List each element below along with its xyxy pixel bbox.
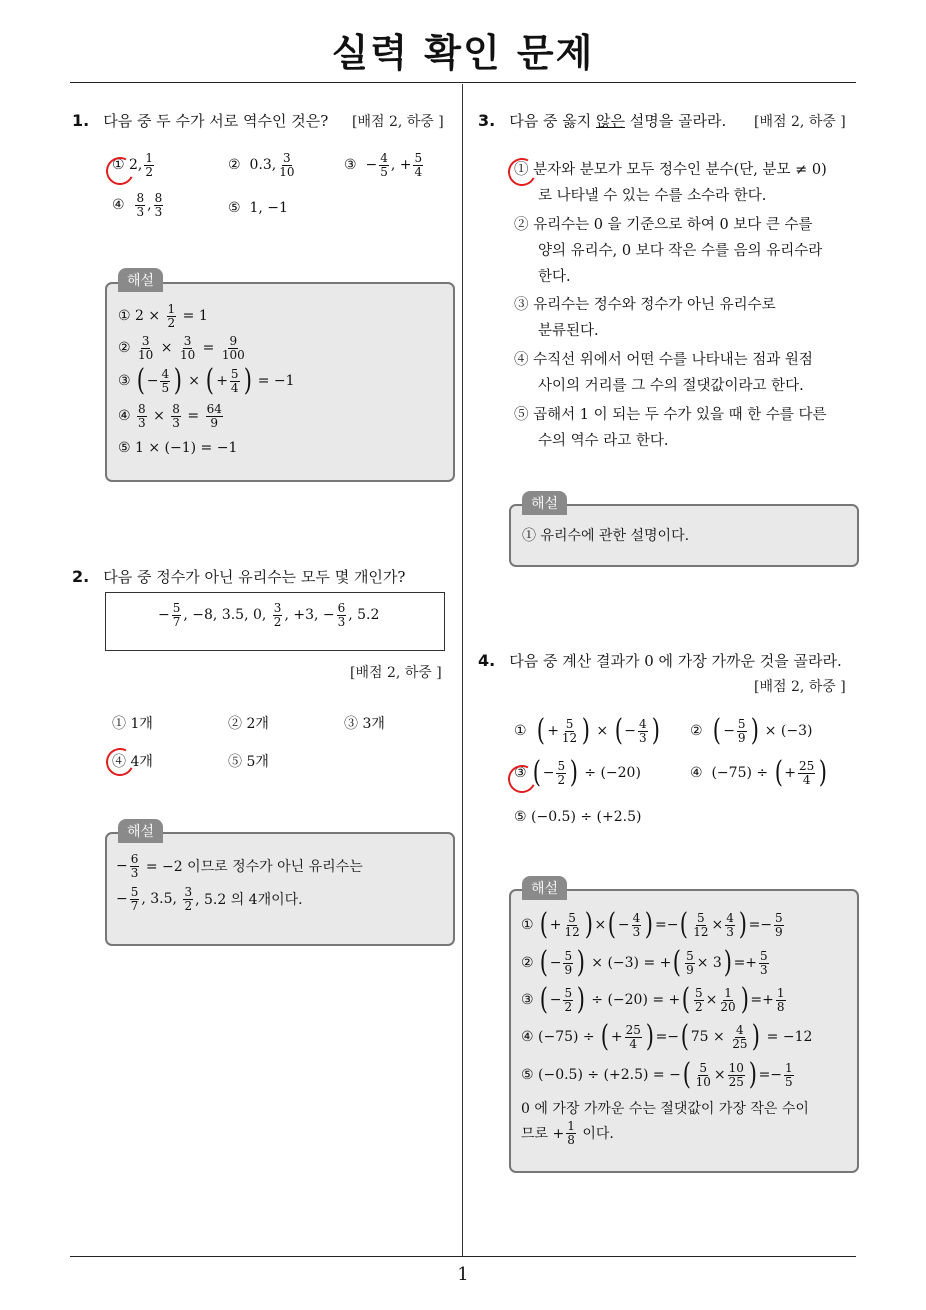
column-divider — [462, 84, 463, 1256]
q3-text-underlined: 않은 — [595, 112, 625, 130]
q4-explain-line-6: 0 에 가장 가까운 수는 절댓값이 가장 작은 수이 — [521, 1101, 809, 1117]
q1-option-5[interactable] — [228, 200, 288, 216]
option-text: (−75) ÷ — [711, 765, 769, 781]
q2-option-3[interactable]: ③ 3개 — [344, 716, 385, 732]
option-text: − — [365, 157, 378, 174]
fraction: $\frac{5}{3}$ — [760, 948, 768, 977]
fraction: $\frac{4}{5}$ — [380, 151, 388, 179]
option-line: 로 나타낼 수 있는 수를 소수라 한다. — [538, 188, 767, 204]
option-line: ⑤ 곱해서 1 이 되는 두 수가 있을 때 한 수를 다른 — [514, 407, 827, 423]
q4-option-1[interactable]: ① ( + $\frac{5}{12}$ ) × ( − $\frac{4}{3}$ ) — [514, 713, 660, 748]
fraction: $\frac{25}{4}$ — [799, 758, 815, 787]
option-line: 수의 역수 라고 한다. — [538, 433, 669, 449]
q4-explain-line-7: 므로 + $\frac{1}{8}$ 이다. — [521, 1119, 614, 1147]
option-mark: ② — [690, 723, 703, 739]
q3-option-3[interactable] — [514, 292, 776, 344]
fraction: $\frac{6}{3}$ — [130, 852, 139, 880]
q3-option-4[interactable] — [514, 347, 813, 399]
option-text: 0.3, — [249, 157, 277, 174]
q4-text: 다음 중 계산 결과가 0 에 가장 가까운 것을 골라라. — [509, 652, 842, 670]
fraction: $\frac{4}{5}$ — [161, 366, 170, 395]
fraction: $\frac{3}{10}$ — [279, 151, 295, 179]
option-line: ② 유리수는 0 을 기준으로 하여 0 보다 큰 수를 — [514, 217, 813, 233]
fraction: $\frac{4}{3}$ — [639, 716, 647, 745]
q2-text: 다음 중 정수가 아닌 유리수는 모두 몇 개인가? — [103, 568, 406, 586]
q1-explain-line-1: ① 2 × $\frac{1}{2}$ = 1 — [118, 302, 208, 330]
fraction: $\frac{5}{12}$ — [561, 716, 578, 745]
q3-number: 3. — [478, 111, 496, 130]
option-line: 한다. — [538, 269, 571, 285]
q4-score: [배점 2, 하중 ] — [754, 679, 846, 695]
fraction: $\frac{5}{4}$ — [414, 151, 423, 179]
option-text: 2, — [129, 157, 143, 174]
option-line: 분류된다. — [538, 323, 599, 339]
q1-number: 1. — [72, 111, 90, 130]
fraction: $\frac{1}{8}$ — [776, 985, 785, 1014]
fraction: $\frac{8}{3}$ — [136, 191, 145, 219]
fraction: $\frac{5}{2}$ — [557, 758, 566, 787]
q4-explain-line-3: ③ ( − $\frac{5}{2}$ ) ÷ (−20) = + ( $\frac{5}{2}$ × $\frac{1}{20}$ ) =+ $\frac{1}{8}$ — [521, 982, 785, 1017]
q3-score: [배점 2, 하중 ] — [754, 114, 846, 130]
fraction: $\frac{4}{25}$ — [732, 1022, 748, 1051]
fraction: $\frac{5}{4}$ — [230, 366, 239, 395]
fraction: $\frac{1}{5}$ — [785, 1060, 793, 1089]
q1-explain-line-5: ⑤ 1 × (−1) = −1 — [118, 440, 238, 456]
q4-explain-line-2: ② ( − $\frac{5}{9}$ ) × (−3) = + ( $\frac{5}{9}$ × 3 ) =+ $\frac{5}{3}$ — [521, 945, 768, 980]
fraction: $\frac{64}{9}$ — [206, 402, 222, 430]
option-mark: ③ — [514, 765, 527, 781]
fraction: $\frac{8}{3}$ — [154, 191, 163, 219]
page-title: 실력 확인 문제 — [331, 31, 595, 75]
option-text: , — [147, 197, 152, 214]
q4-explain-line-5: ⑤ (−0.5) ÷ (+2.5) = − ( $\frac{5}{10}$ × $\frac{10}{25}$ ) =− $\frac{1}{5}$ — [521, 1057, 793, 1092]
fraction: $\frac{5}{7}$ — [172, 601, 181, 629]
q3-option-5[interactable] — [514, 402, 827, 454]
q4-option-2[interactable]: ② ( − $\frac{5}{9}$ ) × (−3) — [690, 713, 813, 748]
option-mark: ① — [514, 723, 527, 739]
fraction: $\frac{5}{12}$ — [564, 910, 580, 939]
q3-text-b: 설명을 골라라. — [624, 112, 727, 130]
q4-option-3[interactable]: ③ ( − $\frac{5}{2}$ ) ÷ (−20) — [514, 755, 641, 790]
q2-option-1[interactable]: ① 1개 — [112, 716, 153, 732]
fraction: $\frac{1}{20}$ — [720, 985, 736, 1014]
q3-option-2[interactable] — [514, 212, 822, 290]
option-text: × (−3) — [764, 723, 813, 739]
fraction: $\frac{1}{8}$ — [567, 1119, 575, 1147]
fraction: $\frac{3}{2}$ — [273, 601, 282, 629]
bottom-rule — [70, 1256, 856, 1257]
fraction: $\frac{4}{3}$ — [726, 910, 734, 939]
q3-question — [478, 110, 726, 131]
option-line: 양의 유리수, 0 보다 작은 수를 음의 유리수라 — [538, 243, 823, 259]
option-mark: ② — [228, 157, 241, 174]
q1-option-3[interactable] — [344, 152, 425, 178]
fraction: $\frac{1}{2}$ — [167, 302, 176, 330]
q2-score: [배점 2, 하중 ] — [350, 665, 442, 681]
q4-option-5[interactable]: ⑤ (−0.5) ÷ (+2.5) — [514, 809, 642, 825]
option-line: ④ 수직선 위에서 어떤 수를 나타내는 점과 원점 — [514, 352, 813, 368]
fraction: $\frac{4}{3}$ — [632, 910, 641, 939]
fraction: $\frac{5}{2}$ — [564, 985, 573, 1014]
fraction: $\frac{5}{9}$ — [564, 948, 573, 977]
option-mark: ⑤ — [228, 200, 241, 216]
fraction: $\frac{8}{3}$ — [172, 402, 180, 430]
option-mark: ① — [112, 157, 125, 174]
fraction: $\frac{5}{9}$ — [686, 948, 694, 977]
q1-explanation-tag: 해설 — [118, 268, 163, 292]
q4-explanation-tag: 해설 — [522, 876, 567, 900]
fraction: $\frac{5}{9}$ — [737, 716, 746, 745]
q1-question — [72, 110, 328, 131]
q2-option-2[interactable]: ② 2개 — [228, 716, 269, 732]
q2-option-5[interactable]: ⑤ 5개 — [228, 754, 269, 770]
q1-option-4[interactable] — [112, 192, 165, 218]
fraction: $\frac{5}{7}$ — [130, 885, 139, 913]
q2-explain-line-2: − $\frac{5}{7}$ , 3.5, $\frac{3}{2}$ , 5.2 의 4개이다. — [116, 885, 303, 913]
fraction: $\frac{5}{10}$ — [695, 1060, 711, 1089]
answer-mark-circle — [102, 744, 137, 779]
option-line: ③ 유리수는 정수와 정수가 아닌 유리수로 — [514, 297, 776, 313]
option-text: , + — [390, 157, 412, 174]
q4-question — [478, 650, 842, 671]
page-number: 1 — [457, 1264, 469, 1285]
fraction: $\frac{10}{25}$ — [728, 1060, 744, 1089]
q1-text: 다음 중 두 수가 서로 역수인 것은? — [103, 112, 329, 130]
q1-option-2[interactable] — [228, 152, 297, 178]
fraction: $\frac{6}{3}$ — [337, 601, 346, 629]
option-line: ① 분자와 분모가 모두 정수인 분수(단, 분모 ≠ 0) — [514, 162, 827, 178]
fraction: $\frac{5}{2}$ — [695, 985, 703, 1014]
option-text: 1, −1 — [249, 200, 288, 216]
q4-explain-line-4: ④ (−75) ÷ ( + $\frac{25}{4}$ ) =− ( 75 × $\frac{4}{25}$ ) = −12 — [521, 1019, 813, 1054]
option-text: ÷ (−20) — [584, 765, 641, 781]
option-mark: ④ — [690, 765, 703, 781]
q2-explanation-tag: 해설 — [118, 819, 163, 843]
option-mark: ③ — [344, 157, 357, 174]
fraction: $\frac{8}{3}$ — [138, 402, 146, 430]
fraction: $\frac{3}{2}$ — [184, 885, 193, 913]
fraction: $\frac{1}{2}$ — [145, 151, 154, 179]
option-line: 사이의 거리를 그 수의 절댓값이라고 한다. — [538, 378, 804, 394]
q2-number: 2. — [72, 567, 90, 586]
q4-option-4[interactable]: ④ (−75) ÷ ( + $\frac{25}{4}$ ) — [690, 755, 828, 790]
option-mark: ④ — [112, 197, 125, 214]
fraction: $\frac{25}{4}$ — [625, 1022, 641, 1051]
q2-question — [72, 566, 405, 587]
q2-number-list: − $\frac{5}{7}$ , −8, 3.5, 0, $\frac{3}{2}$ , +3, − $\frac{6}{3}$ , 5.2 — [158, 601, 380, 629]
q3-option-1[interactable] — [514, 157, 827, 209]
q4-explain-line-1: ① ( + $\frac{5}{12}$ ) × ( − $\frac{4}{3}$ ) =− ( $\frac{5}{12}$ × $\frac{4}{3}$ ) =− $\frac{5}{9}$ — [521, 907, 783, 942]
q1-explain-line-4: ④ $\frac{8}{3}$ × $\frac{8}{3}$ = $\frac{64}{9}$ — [118, 402, 222, 430]
q1-score: [배점 2, 하중 ] — [352, 114, 444, 130]
q4-number: 4. — [478, 651, 496, 670]
q3-text-a: 다음 중 옳지 — [509, 112, 596, 130]
q1-explain-line-2: ② $\frac{3}{10}$ × $\frac{3}{10}$ = $\frac{9}{100}$ — [118, 334, 245, 362]
fraction: $\frac{5}{12}$ — [693, 910, 709, 939]
fraction: $\frac{5}{9}$ — [775, 910, 783, 939]
fraction: $\frac{3}{10}$ — [138, 334, 154, 362]
fraction: $\frac{3}{10}$ — [179, 334, 196, 362]
q2-explain-line-1: − $\frac{6}{3}$ = −2 이므로 정수가 아닌 유리수는 — [116, 852, 363, 880]
q3-explanation-tag: 해설 — [522, 491, 567, 515]
q3-explain-line-1: ① 유리수에 관한 설명이다. — [522, 528, 690, 544]
fraction: $\frac{9}{100}$ — [221, 334, 245, 362]
q1-explain-line-3: ③ ( − $\frac{4}{5}$ ) × ( + $\frac{5}{4}$ ) = −1 — [118, 363, 295, 398]
q2-option-4[interactable]: ④ 4개 — [112, 754, 153, 770]
top-rule — [70, 82, 856, 83]
